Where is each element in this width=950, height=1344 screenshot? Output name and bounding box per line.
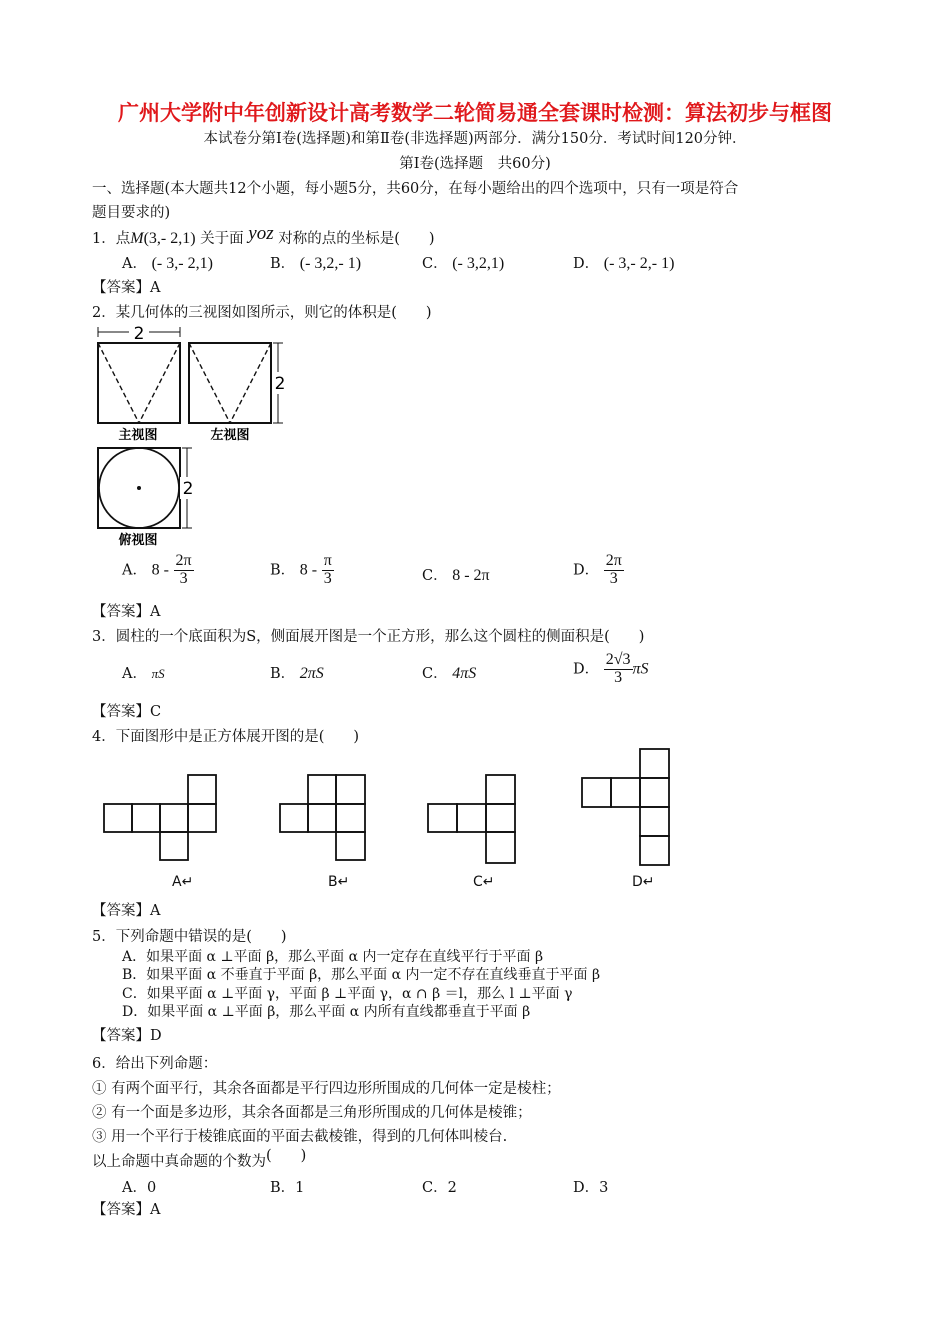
question-3: 3．圆柱的一个底面积为S，侧面展开图是一个正方形，那么这个圆柱的侧面积是( ) <box>92 629 645 645</box>
page-title: 广州大学附中年创新设计高考数学二轮简易通全套课时检测：算法初步与框图 <box>118 100 832 125</box>
net-b <box>280 775 365 860</box>
q6-statement-3: ③ 用一个平行于棱锥底面的平面去截棱锥，得到的几何体叫棱台. <box>92 1129 508 1145</box>
q2-option-b: B． 8 - $\frac{\pi}{3}$ <box>270 552 332 587</box>
front-view <box>98 324 180 443</box>
q1-answer: 【答案】A <box>92 280 161 296</box>
q1-option-b: B． (- 3,2,- 1) <box>270 255 362 272</box>
question-6: 6．给出下列命题： <box>92 1056 218 1072</box>
question-1 <box>92 223 435 249</box>
q5-answer: 【答案】D <box>92 1028 162 1044</box>
q3-option-a: A． πS <box>122 666 165 682</box>
question-2: 2．某几何体的三视图如图所示，则它的体积是( ) <box>92 305 432 321</box>
q1-option-d: D． (- 3,- 2,- 1) <box>573 255 675 272</box>
front-view-label: 主视图 <box>118 428 158 443</box>
q1-coords: (3,- 2,1) <box>143 230 196 247</box>
q1-prefix: 1．点 <box>92 231 131 247</box>
net-a <box>104 775 216 860</box>
net-d-label: D↵ <box>632 874 655 890</box>
q2-option-c: C． 8 - 2π <box>422 567 490 584</box>
q6-question: 以上命题中真命题的个数为( ) <box>92 1148 307 1170</box>
q2-option-a: A． 8 - $\frac{2\pi}{3}$ <box>122 552 192 587</box>
left-view-label: 左视图 <box>210 428 250 443</box>
q3-option-c: C． 4πS <box>422 665 477 682</box>
q5-option-a: A．如果平面 α ⊥平面 β，那么平面 α 内一定存在直线平行于平面 β <box>122 949 544 965</box>
top-view <box>98 448 196 548</box>
cube-nets-figure <box>92 742 692 892</box>
q3-option-d: D． $\frac{2√3}{3}$ πS <box>573 651 649 686</box>
three-view-figure <box>92 322 302 550</box>
net-d <box>582 749 669 865</box>
q5-option-b: B．如果平面 α 不垂直于平面 β，那么平面 α 内一定不存在直线垂直于平面 β <box>122 967 601 983</box>
net-b-label: B↵ <box>328 874 350 890</box>
q2-answer: 【答案】A <box>92 604 161 620</box>
q6-option-a: A．0 <box>122 1180 157 1196</box>
net-a-label: A↵ <box>172 874 194 890</box>
q2-option-d: D． $\frac{2\pi}{3}$ <box>573 552 622 587</box>
q1-mid: 关于面 <box>200 231 244 247</box>
question-4: 4．下面图形中是正方体展开图的是( ) <box>92 729 360 745</box>
q1-suffix: 对称的点的坐标是( ) <box>278 231 435 247</box>
q6-statement-2: ② 有一个面是多边形，其余各面都是三角形所围成的几何体是棱锥； <box>92 1105 532 1121</box>
q5-option-d: D．如果平面 α ⊥平面 β，那么平面 α 内所有直线都垂直于平面 β <box>122 1004 531 1020</box>
q4-answer: 【答案】A <box>92 903 161 919</box>
q6-option-b: B．1 <box>270 1180 305 1196</box>
q6-option-d: D．3 <box>573 1180 609 1196</box>
q3-answer: 【答案】C <box>92 704 162 720</box>
q6-option-c: C．2 <box>422 1180 457 1196</box>
front-dimension: 2 <box>133 324 145 344</box>
section-instruction-line2: 题目要求的) <box>92 205 171 221</box>
part-heading: 第Ⅰ卷(选择题 共60分) <box>399 156 551 172</box>
q1-point-name: M <box>130 230 144 247</box>
question-5: 5．下列命题中错误的是( ) <box>92 929 287 945</box>
q1-option-a: A． (- 3,- 2,1) <box>122 255 213 272</box>
q1-plane: yoz <box>248 223 274 244</box>
q6-answer: 【答案】A <box>92 1202 161 1218</box>
q6-statement-1: ① 有两个面平行，其余各面都是平行四边形所围成的几何体一定是棱柱； <box>92 1081 561 1097</box>
q5-option-c: C．如果平面 α ⊥平面 γ，平面 β ⊥平面 γ，α ∩ β ＝l，那么 l ⊥平面 γ <box>122 986 573 1002</box>
top-view-label: 俯视图 <box>118 533 158 548</box>
net-c <box>428 775 515 863</box>
left-dimension: 2 <box>274 374 286 394</box>
section-instruction-line1: 一、选择题(本大题共12个小题，每小题5分，共60分，在每小题给出的四个选项中，只有一项是符合 <box>92 181 739 197</box>
q1-option-c: C． (- 3,2,1) <box>422 255 505 272</box>
q3-option-b: B． 2πS <box>270 665 324 682</box>
top-dimension: 2 <box>182 479 194 499</box>
net-c-label: C↵ <box>473 874 495 890</box>
left-view <box>189 343 288 443</box>
exam-intro: 本试卷分第Ⅰ卷(选择题)和第Ⅱ卷(非选择题)两部分．满分150分．考试时间120分钟． <box>203 131 747 147</box>
